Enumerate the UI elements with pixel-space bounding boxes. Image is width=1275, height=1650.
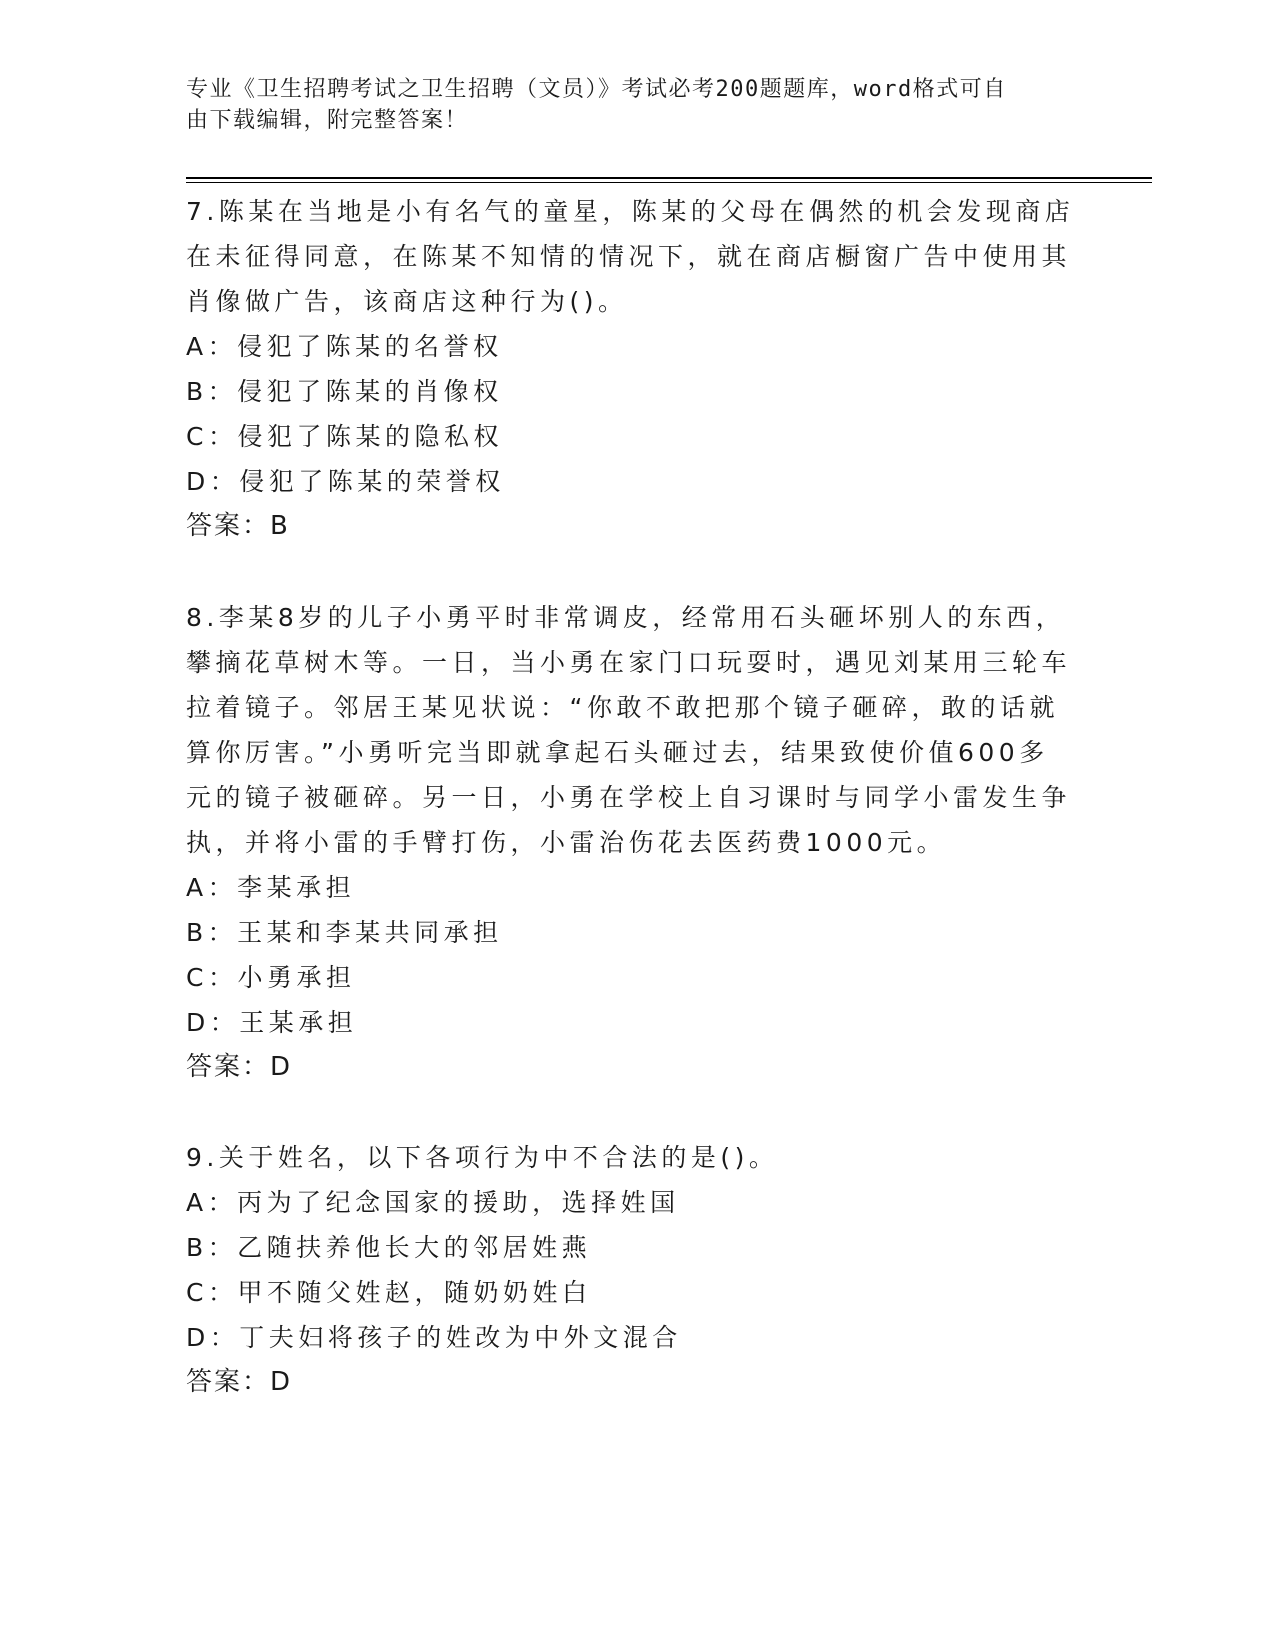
answer-label: 答案：D [186, 1367, 293, 1397]
header-line: 专业《卫生招聘考试之卫生招聘（文员）》考试必考200题题库，word格式可自 [186, 77, 1007, 102]
question-8 [186, 595, 1072, 1090]
option-b: B：乙随扶养他长大的邻居姓燕 [186, 1233, 592, 1262]
header-line: 由下载编辑，附完整答案！ [186, 108, 469, 133]
question-stem [186, 189, 1075, 324]
stem-line: 拉着镜子。邻居王某见状说：“你敢不敢把那个镜子砸碎，敢的话就 [186, 693, 1059, 722]
option-a: A：侵犯了陈某的名誉权 [186, 332, 503, 361]
question-stem [186, 595, 1072, 865]
option-b: B：王某和李某共同承担 [186, 918, 503, 947]
question-9 [186, 1135, 1066, 1405]
header-divider-thick [186, 177, 1152, 179]
question-stem [186, 1135, 1066, 1180]
document-header [186, 74, 1056, 136]
option-d: D：侵犯了陈某的荣誉权 [186, 467, 505, 496]
option-c: C：侵犯了陈某的隐私权 [186, 422, 503, 451]
answer-label: 答案：D [186, 1052, 293, 1082]
stem-line: 8.李某8岁的儿子小勇平时非常调皮，经常用石头砸坏别人的东西， [186, 603, 1066, 632]
option-a: A：李某承担 [186, 873, 356, 902]
header-divider-thin [186, 182, 1152, 183]
option-d: D：丁夫妇将孩子的姓改为中外文混合 [186, 1323, 682, 1352]
stem-line: 元的镜子被砸碎。另一日，小勇在学校上自习课时与同学小雷发生争 [186, 783, 1072, 812]
option-a: A：丙为了纪念国家的援助，选择姓国 [186, 1188, 680, 1217]
answer-label: 答案：B [186, 511, 290, 541]
stem-line: 攀摘花草树木等。一日，当小勇在家门口玩耍时，遇见刘某用三轮车 [186, 648, 1072, 677]
question-7 [186, 189, 1075, 549]
stem-line: 肖像做广告，该商店这种行为()。 [186, 287, 628, 316]
stem-line: 执，并将小雷的手臂打伤，小雷治伤花去医药费1000元。 [186, 828, 947, 857]
option-c: C：甲不随父姓赵，随奶奶姓白 [186, 1278, 592, 1307]
stem-line: 9.关于姓名，以下各项行为中不合法的是()。 [186, 1143, 779, 1172]
option-d: D：王某承担 [186, 1008, 358, 1037]
stem-line: 算你厉害。”小勇听完当即就拿起石头砸过去，结果致使价值600多 [186, 738, 1049, 767]
option-b: B：侵犯了陈某的肖像权 [186, 377, 503, 406]
stem-line: 在未征得同意，在陈某不知情的情况下，就在商店橱窗广告中使用其 [186, 242, 1072, 271]
stem-line: 7.陈某在当地是小有名气的童星，陈某的父母在偶然的机会发现商店 [186, 197, 1075, 226]
option-c: C：小勇承担 [186, 963, 356, 992]
